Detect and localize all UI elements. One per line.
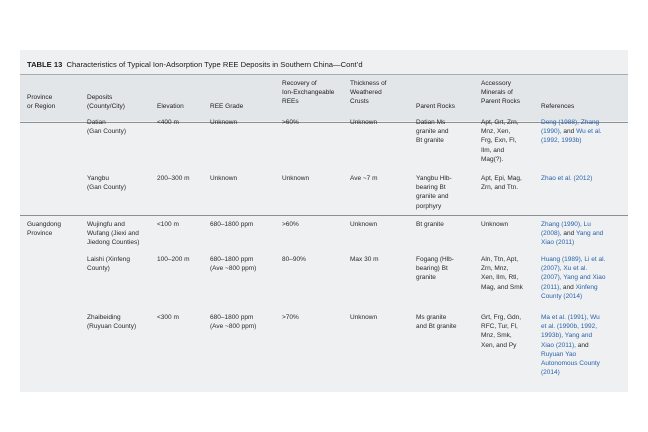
cell-parent-rocks: Fogang (Hlb- bearing) Bt granite xyxy=(416,256,454,282)
ref-link[interactable]: Ruyuan Yao Autonomous County (2014) xyxy=(541,350,600,377)
cell-elevation: <300 m xyxy=(157,314,179,321)
cell-references xyxy=(541,313,600,377)
cell-deposit: Wujingfu and Wufang (Jiexi and Jiedong Counties) xyxy=(87,221,140,247)
cell-thickness: Max 30 m xyxy=(350,256,379,263)
table-header xyxy=(20,75,628,121)
ref-link[interactable]: Wu et al. (1992, 1993b) xyxy=(541,128,602,145)
header-ree-grade: REE Grade xyxy=(210,103,244,110)
cell-deposit: Datian (Gan County) xyxy=(87,119,127,136)
cell-references xyxy=(541,255,605,301)
ref-and: and xyxy=(562,283,576,291)
ref-link[interactable]: Yang and Xiao (2011) xyxy=(541,230,604,247)
cell-grade: 680–1800 ppm xyxy=(210,221,254,228)
cell-grade: 680–1800 ppm (Ave ~800 ppm) xyxy=(210,314,257,331)
cell-accessory: Apt, Grt, Zrn, Mnz, Xen, Frg, Exn, Fl, Ilm, and Mag(?). xyxy=(481,119,519,163)
cell-recovery: Unknown xyxy=(282,175,310,182)
table-caption xyxy=(27,60,363,69)
cell-parent-rocks: Datian Ms granite and Bt granite xyxy=(416,119,449,145)
header-references: References xyxy=(541,103,575,110)
ref-link[interactable]: Xinfeng County (2014) xyxy=(541,283,598,300)
cell-deposit: Laishi (Xinfeng County) xyxy=(87,256,130,273)
cell-grade: Unknown xyxy=(210,119,238,126)
cell-parent-rocks: Yangbu Hlb- bearing Bt granite and porphyry xyxy=(416,175,452,210)
cell-deposit: Yangbu (Gan County) xyxy=(87,175,127,192)
header-accessory: Accessory Minerals of Parent Rocks xyxy=(481,80,521,106)
header-thickness: Thickness of Weathered Crusts xyxy=(350,80,387,106)
section-rule xyxy=(20,215,628,216)
cell-references xyxy=(541,220,603,248)
cell-accessory: Aln, Ttn, Apt, Zrn, Mnz, Xen, Ilm, Rtl, Mag, and Smk xyxy=(481,256,523,291)
ref-link[interactable]: Deng (1988), Zhang (1990), xyxy=(541,119,600,136)
header-recovery: Recovery of Ion-Exchangeable REEs xyxy=(282,80,335,106)
header-parent-rocks: Parent Rocks xyxy=(416,103,456,110)
cell-thickness: Unknown xyxy=(350,221,378,228)
cell-parent-rocks: Bt granite xyxy=(416,221,444,228)
cell-recovery: >60% xyxy=(282,119,299,126)
cell-recovery: >70% xyxy=(282,314,299,321)
cell-thickness: Unknown xyxy=(350,119,378,126)
ref-link[interactable]: Zhang (1990), Lu (2008), xyxy=(541,221,591,238)
cell-province: Guangdong Province xyxy=(27,221,61,238)
ref-link[interactable]: Zhao et al. (2012) xyxy=(541,175,593,182)
cell-thickness: Ave ~7 m xyxy=(350,175,378,182)
cell-grade: Unknown xyxy=(210,175,238,182)
cell-recovery: >60% xyxy=(282,221,299,228)
header-deposits: Deposits (County/City) xyxy=(87,94,125,111)
ref-link[interactable]: Huang (1989), Li et al. (2007), Xu et al. (2007), Yang and Xiao (2011), xyxy=(541,256,606,291)
table-number: TABLE 13 xyxy=(27,60,63,69)
cell-accessory: Apt, Epi, Mag, Zrn, and Ttn. xyxy=(481,175,522,192)
ref-and: and xyxy=(577,341,589,349)
table-card xyxy=(20,50,628,392)
cell-grade: 680–1800 ppm (Ave ~800 ppm) xyxy=(210,256,257,273)
cell-recovery: 80–90% xyxy=(282,256,306,263)
table-caption-text: Characteristics of Typical Ion-Adsorption Type REE Deposits in Southern China—Cont’d xyxy=(66,60,363,69)
ref-link[interactable]: Ma et al. (1991), Wu et al. (1990b, 1992, 1993b), Yang and Xiao (2011), xyxy=(541,314,600,349)
cell-elevation: 200–300 m xyxy=(157,175,190,182)
header-elevation: Elevation xyxy=(157,103,184,110)
cell-references xyxy=(541,174,592,183)
cell-references xyxy=(541,118,602,146)
cell-elevation: <100 m xyxy=(157,221,179,228)
cell-accessory: Unknown xyxy=(481,221,509,228)
cell-parent-rocks: Ms granite and Bt granite xyxy=(416,314,457,331)
cell-accessory: Grt, Frg, Gdn, RFC, Tur, Fl, Mnz, Smk, Xen, and Py xyxy=(481,314,522,349)
cell-elevation: <400 m xyxy=(157,119,179,126)
cell-thickness: Unknown xyxy=(350,314,378,321)
ref-and: and xyxy=(563,230,576,238)
cell-deposit: Zhaibeiding (Ruyuan County) xyxy=(87,314,137,331)
cell-elevation: 100–200 m xyxy=(157,256,190,263)
header-province: Province or Region xyxy=(27,94,56,111)
ref-and: and xyxy=(563,128,577,136)
